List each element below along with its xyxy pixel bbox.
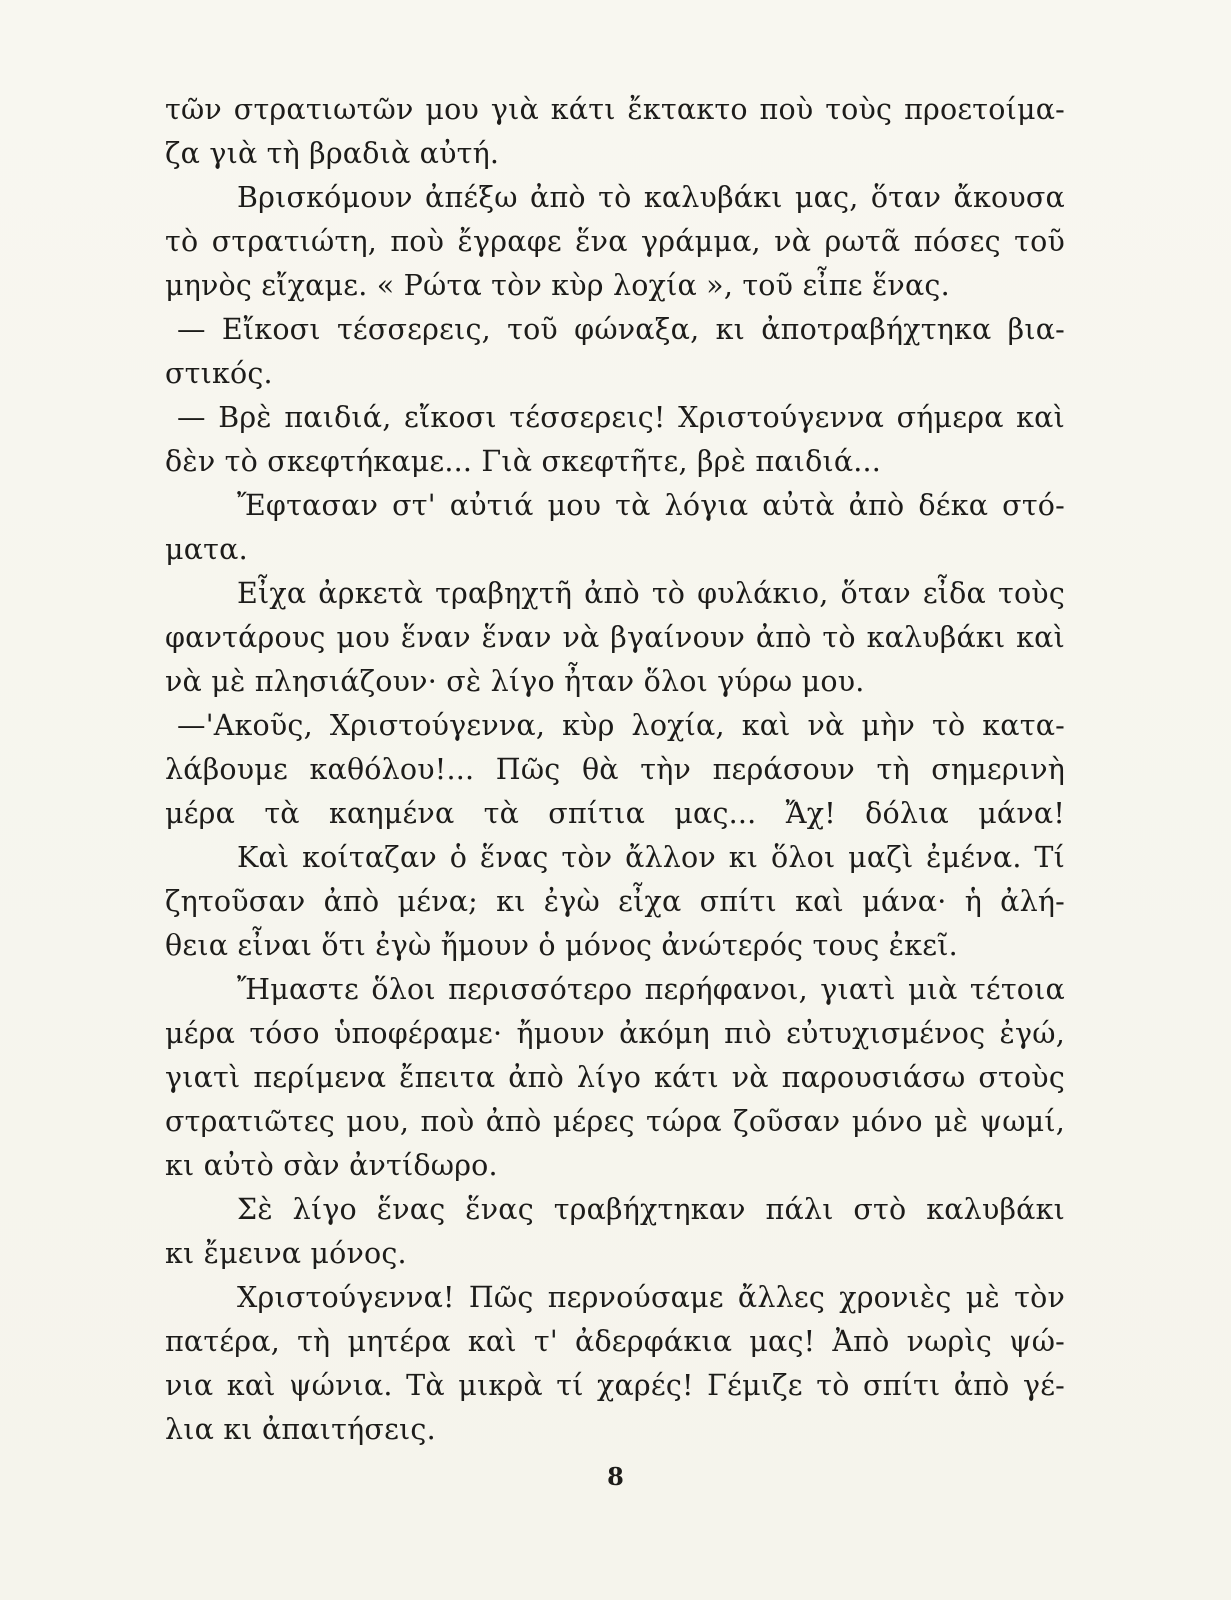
- text-line: ζητοῦσαν ἀπὸ μένα; κι ἐγὼ εἶχα σπίτι καὶ μάνα· ἡ ἀλή-: [165, 885, 1065, 918]
- body-text: [165, 88, 1065, 1452]
- text-line: Καὶ κοίταζαν ὁ ἕνας τὸν ἄλλον κι ὅλοι μαζὶ ἐμένα. Τί: [237, 841, 1065, 874]
- text-line: κι ἔμεινα μόνος.: [165, 1237, 407, 1270]
- text-line: λια κι ἀπαιτήσεις.: [165, 1413, 436, 1446]
- text-line: Ἔφτασαν στ' αὐτιά μου τὰ λόγια αὐτὰ ἀπὸ δέκα στό-: [237, 489, 1065, 522]
- text-line: Βρισκόμουν ἀπέξω ἀπὸ τὸ καλυβάκι μας, ὅταν ἄκουσα: [237, 181, 1065, 214]
- text-line: μηνὸς εἴχαμε. « Ρώτα τὸν κὺρ λοχία », τοῦ εἶπε ἕνας.: [165, 269, 950, 302]
- text-line: τῶν στρατιωτῶν μου γιὰ κάτι ἔκτακτο ποὺ τοὺς προετοίμα-: [165, 93, 1065, 126]
- text-line: στικός.: [165, 357, 273, 390]
- text-line: γιατὶ περίμενα ἔπειτα ἀπὸ λίγο κάτι νὰ παρουσιάσω στοὺς: [165, 1061, 1065, 1094]
- text-line: ζα γιὰ τὴ βραδιὰ αὐτή.: [165, 137, 500, 170]
- text-line: — Βρὲ παιδιά, εἴκοσι τέσσερεις! Χριστούγεννα σήμερα καὶ: [177, 401, 1065, 434]
- text-line: μέρα τὰ καημένα τὰ σπίτια μας... Ἄχ! δόλια μάνα!: [165, 797, 1065, 830]
- text-line: θεια εἶναι ὅτι ἐγὼ ἤμουν ὁ μόνος ἀνώτερός τους ἐκεῖ.: [165, 929, 958, 962]
- text-line: Εἶχα ἀρκετὰ τραβηχτῆ ἀπὸ τὸ φυλάκιο, ὅταν εἶδα τοὺς: [237, 577, 1065, 610]
- text-line: στρατιῶτες μου, ποὺ ἀπὸ μέρες τώρα ζοῦσαν μόνο μὲ ψωμί,: [165, 1105, 1065, 1138]
- text-line: Ἤμαστε ὅλοι περισσότερο περήφανοι, γιατὶ μιὰ τέτοια: [237, 973, 1065, 1006]
- text-line: νὰ μὲ πλησιάζουν· σὲ λίγο ἦταν ὅλοι γύρω μου.: [165, 665, 865, 698]
- text-line: πατέρα, τὴ μητέρα καὶ τ' ἀδερφάκια μας! Ἀπὸ νωρὶς ψώ-: [165, 1325, 1065, 1358]
- text-line: —'Ακοῦς, Χριστούγεννα, κὺρ λοχία, καὶ νὰ μὴν τὸ κατα-: [177, 709, 1065, 742]
- text-line: μέρα τόσο ὑποφέραμε· ἤμουν ἀκόμη πιὸ εὐτυχισμένος ἐγώ,: [165, 1017, 1065, 1050]
- text-line: ματα.: [165, 533, 248, 566]
- text-line: φαντάρους μου ἕναν ἕναν νὰ βγαίνουν ἀπὸ τὸ καλυβάκι καὶ: [165, 621, 1065, 654]
- text-line: νια καὶ ψώνια. Τὰ μικρὰ τί χαρές! Γέμιζε τὸ σπίτι ἀπὸ γέ-: [165, 1369, 1065, 1402]
- text-line: κι αὐτὸ σὰν ἀντίδωρο.: [165, 1149, 498, 1182]
- text-line: Χριστούγεννα! Πῶς περνούσαμε ἄλλες χρονιὲς μὲ τὸν: [237, 1281, 1065, 1314]
- text-line: — Εἴκοσι τέσσερεις, τοῦ φώναξα, κι ἀποτραβήχτηκα βια-: [177, 313, 1065, 346]
- text-line: τὸ στρατιώτη, ποὺ ἔγραφε ἕνα γράμμα, νὰ ρωτᾶ πόσες τοῦ: [165, 225, 1065, 258]
- text-line: Σὲ λίγο ἕνας ἕνας τραβήχτηκαν πάλι στὸ καλυβάκι: [237, 1193, 1065, 1226]
- text-line: δὲν τὸ σκεφτήκαμε... Γιὰ σκεφτῆτε, βρὲ παιδιά...: [165, 445, 882, 478]
- text-line: λάβουμε καθόλου!... Πῶς θὰ τὴν περάσουν τὴ σημερινὴ: [165, 753, 1065, 786]
- page-number: 8: [607, 1462, 624, 1491]
